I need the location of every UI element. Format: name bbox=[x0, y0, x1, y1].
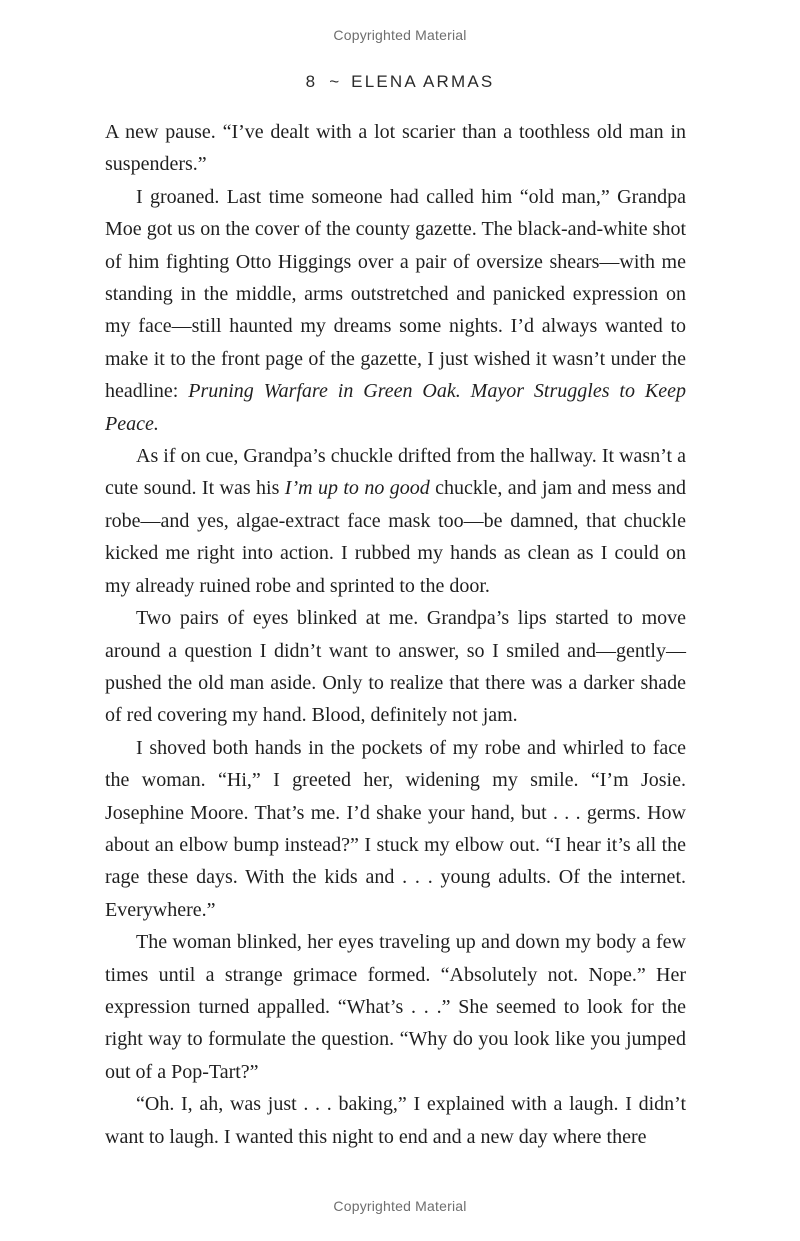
paragraph bbox=[105, 440, 686, 602]
italic-text: Pruning Warfare in Green Oak. Mayor Struggles to Keep Peace. bbox=[105, 380, 687, 435]
text-run: A new pause. “I’ve dealt with a lot scarier than a toothless old man in suspenders.” bbox=[105, 121, 686, 176]
copyright-watermark-top: Copyrighted Material bbox=[333, 27, 467, 43]
text-run: I groaned. Last time someone had called him “old man,” Grandpa Moe got us on the cover of the county gazette. The black-and-white shot of him fighting Otto Higgings over a pair of oversize shears—with me standing in the middle, arms outstretched and panicked expression on my face—still haunted my dreams some nights. I’d always wanted to make it to the front page of the gazette, I just wished it wasn’t under the headline: bbox=[105, 185, 686, 403]
paragraph bbox=[105, 181, 686, 440]
paragraph bbox=[105, 732, 686, 926]
paragraph bbox=[105, 1088, 686, 1153]
text-run: The woman blinked, her eyes traveling up and down my body a few times until a strange grimace formed. “Absolutely not. Nope.” Her expression turned appalled. “What’s . . .” She seemed to look for the right way to formulate the question. “Why do you look like you jumped out of a Pop-Tart?” bbox=[105, 931, 686, 1083]
page-number: 8 bbox=[305, 72, 318, 91]
text-run: As if on cue, Grandpa’s chuckle drifted from the hallway. It wasn’t a cute sound. It was his bbox=[105, 445, 686, 500]
text-run: “Oh. I, ah, was just . . . baking,” I explained with a laugh. I didn’t want to laugh. I wanted this night to end and a new day where there bbox=[105, 1093, 686, 1148]
paragraph bbox=[105, 116, 686, 181]
paragraph bbox=[105, 926, 686, 1088]
body-text bbox=[105, 116, 686, 1153]
paragraph bbox=[105, 602, 686, 732]
italic-text: I’m up to no good bbox=[284, 477, 430, 500]
text-run: Two pairs of eyes blinked at me. Grandpa’s lips started to move around a question I didn’t want to answer, so I smiled and—gently—pushed the old man aside. Only to realize that there was a darker shade of red covering my hand. Blood, definitely not jam. bbox=[105, 607, 686, 727]
text-run: I shoved both hands in the pockets of my robe and whirled to face the woman. “Hi,” I greeted her, widening my smile. “I’m Josie. Josephine Moore. That’s me. I’d shake your hand, but . . . germs. How about an elbow bump instead?” I stuck my elbow out. “I hear it’s all the rage these days. With the kids and . . . young adults. Of the internet. Everywhere.” bbox=[105, 736, 686, 921]
header-separator: ~ bbox=[329, 72, 340, 91]
copyright-watermark-bottom: Copyrighted Material bbox=[333, 1198, 467, 1214]
running-header bbox=[0, 72, 800, 92]
text-run: chuckle, and jam and mess and robe—and yes, algae-extract face mask too—be damned, that chuckle kicked me right into action. I rubbed my hands as clean as I could on my already ruined robe and sprinted to the door. bbox=[105, 477, 686, 597]
author-name: ELENA ARMAS bbox=[351, 72, 495, 91]
